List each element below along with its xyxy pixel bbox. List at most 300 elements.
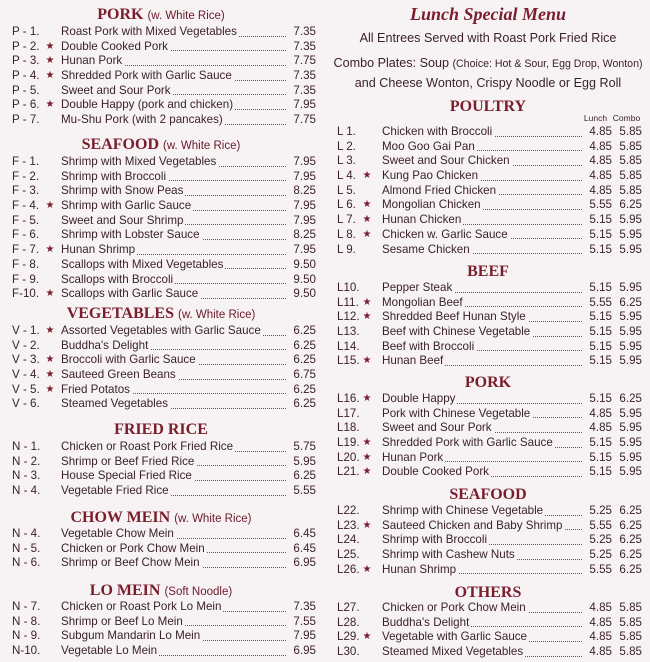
item-code: L13. (337, 325, 360, 339)
menu-item (0, 353, 322, 368)
item-combo-price: 5.85 (619, 183, 642, 197)
item-name: Double Cooked Pork (382, 465, 489, 479)
menu-item (0, 84, 322, 99)
item-name: Shrimp or Beef Lo Mein (61, 614, 183, 628)
menu-item (0, 98, 322, 113)
menu-item (330, 421, 646, 436)
menu-item (330, 340, 646, 355)
item-name: Scallops with Broccoli (61, 272, 174, 286)
section-note: (w. White Rice) (163, 140, 241, 152)
right-section-heading-pork (330, 374, 646, 392)
item-lunch-price: 4.85 (589, 645, 612, 659)
section-title: BEEF (467, 263, 509, 280)
item-code: L21. (337, 465, 360, 479)
item-name: Mongolian Chicken (382, 198, 481, 212)
item-lunch-price: 4.85 (589, 421, 612, 435)
item-code: L17. (337, 406, 360, 420)
left-section-heading-pork (0, 6, 322, 25)
item-price: 7.95 (293, 155, 316, 168)
menu-item (330, 310, 646, 325)
section-title: POULTRY (449, 98, 527, 115)
item-name: Mongolian Beef (382, 295, 463, 309)
item-name: Subgum Mandarin Lo Mein (61, 629, 201, 643)
menu-item (0, 324, 322, 339)
item-lunch-price: 4.85 (589, 139, 612, 153)
item-name: Shredded Pork with Garlic Sauce (61, 69, 232, 83)
menu-item (330, 392, 646, 407)
combo-column-header: Combo (612, 113, 641, 123)
spicy-star-icon: ★ (45, 244, 55, 256)
menu-item (330, 154, 646, 169)
section-note: (Soft Noodle) (164, 586, 233, 598)
item-name: Steamed Vegetables (61, 397, 168, 411)
right-section-items-poultry (330, 125, 646, 257)
item-combo-price: 5.95 (619, 450, 642, 464)
item-price: 5.55 (293, 484, 316, 498)
section-title: VEGETABLES (66, 305, 174, 322)
item-combo-price: 6.25 (619, 562, 642, 576)
item-name: Double Cooked Pork (61, 39, 168, 53)
menu-item (330, 184, 646, 199)
item-code: F - 1. (12, 155, 40, 168)
left-section-items-vegetables (0, 324, 322, 412)
item-combo-price: 5.95 (619, 310, 642, 324)
item-name: Shrimp with Broccoli (61, 169, 167, 183)
menu-item (330, 465, 646, 480)
item-price: 7.95 (293, 199, 316, 213)
item-lunch-price: 4.85 (589, 406, 612, 420)
item-combo-price: 5.95 (619, 325, 642, 339)
item-price: 7.95 (293, 243, 316, 257)
item-name: Chicken or Pork Chow Mein (382, 601, 526, 614)
item-code: L12. (337, 310, 360, 324)
menu-item (0, 25, 322, 40)
left-section-heading-vegetables (0, 305, 322, 324)
item-name: Kung Pao Chicken (382, 169, 479, 183)
item-name: Sauteed Green Beans (61, 368, 176, 382)
item-combo-price: 5.95 (619, 339, 642, 353)
menu-item (0, 228, 322, 243)
left-section-items-fried_rice (0, 440, 322, 499)
item-code: L27. (337, 601, 360, 614)
item-code: L20. (337, 450, 360, 464)
section-title: OTHERS (454, 584, 522, 601)
item-code: N - 3. (12, 469, 41, 483)
item-name: Sweet and Sour Pork (61, 83, 171, 97)
item-lunch-price: 4.85 (589, 154, 612, 168)
spicy-star-icon: ★ (45, 40, 55, 52)
menu-item (0, 397, 322, 412)
item-price: 7.35 (293, 39, 316, 53)
spicy-star-icon: ★ (362, 311, 372, 323)
item-name: Sweet and Sour Chicken (382, 154, 510, 168)
item-code: F - 3. (12, 184, 40, 198)
menu-item (330, 407, 646, 422)
menu-item (330, 125, 646, 140)
menu-item (0, 527, 322, 542)
item-code: L 8. (337, 227, 356, 241)
menu-item (0, 440, 322, 455)
item-code: L 9. (337, 242, 356, 256)
right-section-items-seafood (330, 504, 646, 577)
right-section-items-beef (330, 281, 646, 369)
menu-item (0, 184, 322, 199)
item-code: V - 1. (12, 324, 40, 337)
item-name: Scallops with Garlic Sauce (61, 287, 199, 301)
item-price: 6.25 (293, 324, 316, 337)
menu-item (330, 198, 646, 213)
item-lunch-price: 4.85 (589, 615, 612, 629)
menu-item (330, 354, 646, 369)
item-name: Broccoli with Garlic Sauce (61, 353, 196, 367)
menu-item (0, 600, 322, 615)
left-section-heading-lo_mein (0, 582, 322, 601)
item-price: 6.25 (293, 353, 316, 367)
item-combo-price: 5.85 (619, 615, 642, 629)
item-code: N - 7. (12, 600, 41, 613)
item-name: Shrimp with Snow Peas (61, 184, 184, 198)
item-combo-price: 6.25 (619, 198, 642, 212)
item-name: Hunan Shrimp (61, 243, 136, 257)
item-name: Sauteed Chicken and Baby Shrimp (382, 518, 563, 532)
menu-item (0, 556, 322, 571)
menu-item (0, 469, 322, 484)
item-code: L25. (337, 548, 360, 562)
item-name: Shrimp with Lobster Sauce (61, 228, 200, 242)
right-section-heading-seafood (330, 486, 646, 504)
item-combo-price: 5.85 (619, 630, 642, 644)
item-code: P - 1. (12, 25, 40, 38)
item-lunch-price: 4.85 (589, 183, 612, 197)
spicy-star-icon: ★ (362, 393, 372, 404)
item-name: Sweet and Sour Pork (382, 421, 492, 435)
menu-item (330, 296, 646, 311)
item-price: 8.25 (293, 228, 316, 242)
menu-item (330, 504, 646, 519)
item-price: 7.35 (293, 69, 316, 83)
menu-item (330, 645, 646, 660)
item-combo-price: 5.95 (619, 242, 642, 256)
section-title: LO MEIN (89, 582, 161, 599)
item-combo-price: 6.25 (619, 295, 642, 309)
lunch-special-title: Lunch Special Menu (409, 4, 567, 24)
item-code: L26. (337, 562, 360, 576)
item-price: 7.55 (293, 614, 316, 628)
item-code: L30. (337, 645, 360, 659)
item-lunch-price: 5.15 (589, 354, 612, 368)
item-name: Vegetable with Garlic Sauce (382, 630, 528, 644)
item-price: 7.75 (293, 113, 316, 127)
spicy-star-icon: ★ (362, 214, 372, 226)
menu-item (330, 169, 646, 184)
item-code: N - 8. (12, 614, 41, 628)
item-code: L23. (337, 518, 360, 532)
item-name: Vegetable Lo Mein (61, 644, 158, 658)
item-code: L19. (337, 436, 360, 450)
menu-item (0, 243, 322, 258)
item-code: F-10. (12, 287, 40, 301)
right-section-heading-others (330, 584, 646, 602)
item-code: L28. (337, 615, 360, 629)
item-name: Sweet and Sour Shrimp (61, 213, 184, 227)
menu-item (330, 228, 646, 243)
item-code: P - 7. (12, 113, 40, 127)
item-name: Buddha's Delight (382, 615, 470, 629)
item-name: Almond Fried Chicken (382, 183, 497, 197)
item-code: L 5. (337, 183, 356, 197)
item-code: V - 4. (12, 368, 40, 382)
item-name: Pepper Steak (382, 281, 453, 294)
menu-item (0, 170, 322, 185)
item-name: House Special Fried Rice (61, 469, 192, 483)
item-code: N - 1. (12, 440, 41, 453)
spicy-star-icon: ★ (45, 55, 55, 67)
menu-item (0, 629, 322, 644)
item-lunch-price: 5.55 (589, 295, 612, 309)
item-price: 8.25 (293, 184, 316, 198)
item-lunch-price: 4.85 (589, 169, 612, 183)
item-name: Beef with Broccoli (382, 339, 475, 353)
menu-item (0, 455, 322, 470)
spicy-star-icon: ★ (45, 288, 55, 300)
section-note: (w. White Rice) (177, 309, 256, 321)
menu-item (330, 616, 646, 631)
menu-item (330, 630, 646, 645)
item-name: Shrimp or Beef Fried Rice (61, 454, 195, 468)
item-combo-price: 5.85 (619, 154, 642, 168)
item-price: 9.50 (293, 287, 316, 301)
menu-item (330, 243, 646, 258)
spicy-star-icon: ★ (362, 355, 372, 367)
spicy-star-icon: ★ (362, 563, 372, 575)
item-lunch-price: 5.15 (589, 392, 612, 405)
item-price: 7.35 (293, 600, 316, 613)
item-code: L14. (337, 339, 360, 353)
item-code: L16. (337, 392, 360, 405)
spicy-star-icon: ★ (45, 325, 55, 336)
spicy-star-icon: ★ (362, 437, 372, 449)
item-price: 6.45 (293, 541, 316, 555)
item-code: N-10. (12, 644, 41, 658)
right-section-heading-poultry (330, 98, 646, 116)
item-name: Beef with Chinese Vegetable (382, 325, 531, 339)
item-name: Scallops with Mixed Vegetables (61, 257, 224, 271)
item-lunch-price: 5.15 (589, 436, 612, 450)
item-lunch-price: 5.25 (589, 533, 612, 547)
item-code: F - 8. (12, 257, 40, 271)
combo-line-2: and Cheese Wonton, Crispy Noodle or Egg Roll (354, 76, 622, 90)
item-price: 7.95 (293, 213, 316, 227)
spicy-star-icon: ★ (362, 170, 372, 182)
item-code: L29. (337, 630, 360, 644)
item-combo-price: 5.95 (619, 281, 642, 294)
item-price: 6.25 (293, 338, 316, 352)
spicy-star-icon: ★ (362, 519, 372, 531)
item-lunch-price: 4.85 (589, 125, 612, 138)
item-combo-price: 5.95 (619, 421, 642, 435)
item-lunch-price: 5.15 (589, 227, 612, 241)
item-combo-price: 5.85 (619, 601, 642, 614)
menu-item (0, 542, 322, 557)
item-code: L 6. (337, 198, 356, 212)
item-lunch-price: 5.15 (589, 339, 612, 353)
section-title: SEAFOOD (449, 486, 527, 503)
item-combo-price: 6.25 (619, 392, 642, 405)
menu-item (0, 69, 322, 84)
item-name: Chicken with Broccoli (382, 125, 493, 138)
menu-item (330, 325, 646, 340)
item-code: L 2. (337, 139, 356, 153)
menu-item (0, 287, 322, 302)
item-name: Shrimp with Broccoli (382, 533, 488, 547)
spicy-star-icon: ★ (362, 451, 372, 463)
item-name: Double Happy (pork and chicken) (61, 98, 234, 112)
section-title: PORK (464, 374, 512, 391)
item-code: N - 4. (12, 484, 41, 498)
item-name: Mu-Shu Pork (with 2 pancakes) (61, 113, 223, 127)
left-section-items-chow_mein (0, 527, 322, 571)
item-code: N - 6. (12, 556, 41, 570)
section-title: PORK (97, 6, 144, 23)
item-combo-price: 5.95 (619, 436, 642, 450)
item-price: 7.35 (293, 25, 316, 38)
item-name: Buddha's Delight (61, 338, 149, 352)
item-name: Vegetable Fried Rice (61, 484, 169, 498)
item-lunch-price: 5.15 (589, 325, 612, 339)
item-price: 6.25 (293, 382, 316, 396)
item-combo-price: 5.95 (619, 406, 642, 420)
item-combo-price: 5.95 (619, 227, 642, 241)
left-section-heading-fried_rice (0, 421, 322, 439)
item-code: P - 6. (12, 98, 40, 112)
section-title: SEAFOOD (81, 136, 159, 153)
menu-item (0, 273, 322, 288)
section-note: (w. White Rice) (147, 10, 225, 22)
item-combo-price: 5.95 (619, 465, 642, 479)
item-lunch-price: 5.25 (589, 548, 612, 562)
item-code: L11. (337, 295, 359, 309)
menu-item (330, 563, 646, 578)
item-code: V - 3. (12, 353, 40, 367)
item-price: 6.25 (293, 469, 316, 483)
menu-item (0, 113, 322, 128)
item-name: Hunan Pork (61, 54, 123, 68)
item-name: Roast Pork with Mixed Vegetables (61, 25, 237, 38)
menu-item (0, 199, 322, 214)
menu-item (0, 258, 322, 273)
item-combo-price: 5.95 (619, 354, 642, 368)
item-code: L18. (337, 421, 360, 435)
item-lunch-price: 5.55 (589, 562, 612, 576)
item-code: L 1. (337, 125, 356, 138)
item-price: 9.50 (293, 257, 316, 271)
spicy-star-icon: ★ (45, 200, 55, 212)
item-name: Chicken w. Garlic Sauce (382, 227, 508, 241)
item-code: P - 2. (12, 39, 40, 53)
item-code: N - 4. (12, 527, 41, 540)
item-name: Shrimp with Garlic Sauce (61, 199, 192, 213)
intro-line-1: All Entrees Served with Roast Pork Fried Rice (359, 31, 617, 45)
combo-line-1 (330, 56, 646, 70)
item-name: Double Happy (382, 392, 456, 405)
item-price: 5.75 (293, 440, 316, 453)
item-combo-price: 6.25 (619, 518, 642, 532)
item-name: Shrimp with Cashew Nuts (382, 548, 515, 562)
item-price: 9.50 (293, 272, 316, 286)
item-name: Steamed Mixed Vegetables (382, 645, 524, 659)
item-combo-price: 6.25 (619, 504, 642, 517)
item-price: 7.95 (293, 98, 316, 112)
item-combo-price: 5.85 (619, 125, 642, 138)
item-code: L 3. (337, 154, 356, 168)
menu-item (0, 155, 322, 170)
menu-item (330, 281, 646, 296)
item-code: L 7. (337, 213, 356, 227)
item-combo-price: 6.25 (619, 533, 642, 547)
left-section-heading-seafood (0, 136, 322, 155)
item-name: Hunan Shrimp (382, 562, 457, 576)
item-price: 6.75 (293, 368, 316, 382)
item-code: F - 5. (12, 213, 40, 227)
spicy-star-icon: ★ (45, 70, 55, 82)
item-lunch-price: 5.15 (589, 310, 612, 324)
item-code: P - 5. (12, 83, 40, 97)
item-lunch-price: 5.15 (589, 465, 612, 479)
section-note: (w. White Rice) (174, 513, 252, 525)
item-code: L 4. (337, 169, 356, 183)
left-section-items-seafood (0, 155, 322, 302)
item-code: N - 5. (12, 541, 41, 555)
item-name: Shrimp with Chinese Vegetable (382, 504, 544, 517)
item-price: 7.35 (293, 83, 316, 97)
item-code: V - 6. (12, 397, 40, 411)
item-code: L15. (337, 354, 360, 368)
menu-item (0, 54, 322, 69)
menu-item (330, 548, 646, 563)
item-name: Moo Goo Gai Pan (382, 139, 475, 153)
item-code: F - 7. (12, 243, 40, 257)
spicy-star-icon: ★ (362, 631, 372, 643)
menu-item (0, 484, 322, 499)
item-combo-price: 5.85 (619, 645, 642, 659)
item-combo-price: 5.95 (619, 213, 642, 227)
item-lunch-price: 5.15 (589, 450, 612, 464)
item-name: Fried Potatos (61, 382, 130, 396)
item-price: 6.95 (293, 556, 316, 570)
left-section-items-lo_mein (0, 600, 322, 659)
menu-item (0, 339, 322, 354)
item-lunch-price: 5.25 (589, 504, 612, 517)
menu-item (330, 140, 646, 155)
menu-item (330, 213, 646, 228)
spicy-star-icon: ★ (45, 369, 55, 381)
item-name: Shrimp or Beef Chow Mein (61, 556, 200, 570)
right-section-heading-beef (330, 263, 646, 281)
spicy-star-icon: ★ (362, 228, 372, 240)
item-code: P - 4. (12, 69, 40, 83)
spicy-star-icon: ★ (45, 99, 55, 111)
item-name: Chicken or Pork Chow Mein (61, 541, 205, 555)
item-code: P - 3. (12, 54, 40, 68)
item-name: Pork with Chinese Vegetable (382, 406, 531, 420)
item-name: Chicken or Roast Pork Fried Rice (61, 440, 234, 453)
spicy-star-icon: ★ (362, 199, 372, 211)
item-name: Shredded Beef Hunan Style (382, 310, 526, 324)
item-price: 7.75 (293, 54, 316, 68)
item-lunch-price: 5.15 (589, 213, 612, 227)
spicy-star-icon: ★ (45, 354, 55, 366)
item-combo-price: 5.85 (619, 139, 642, 153)
